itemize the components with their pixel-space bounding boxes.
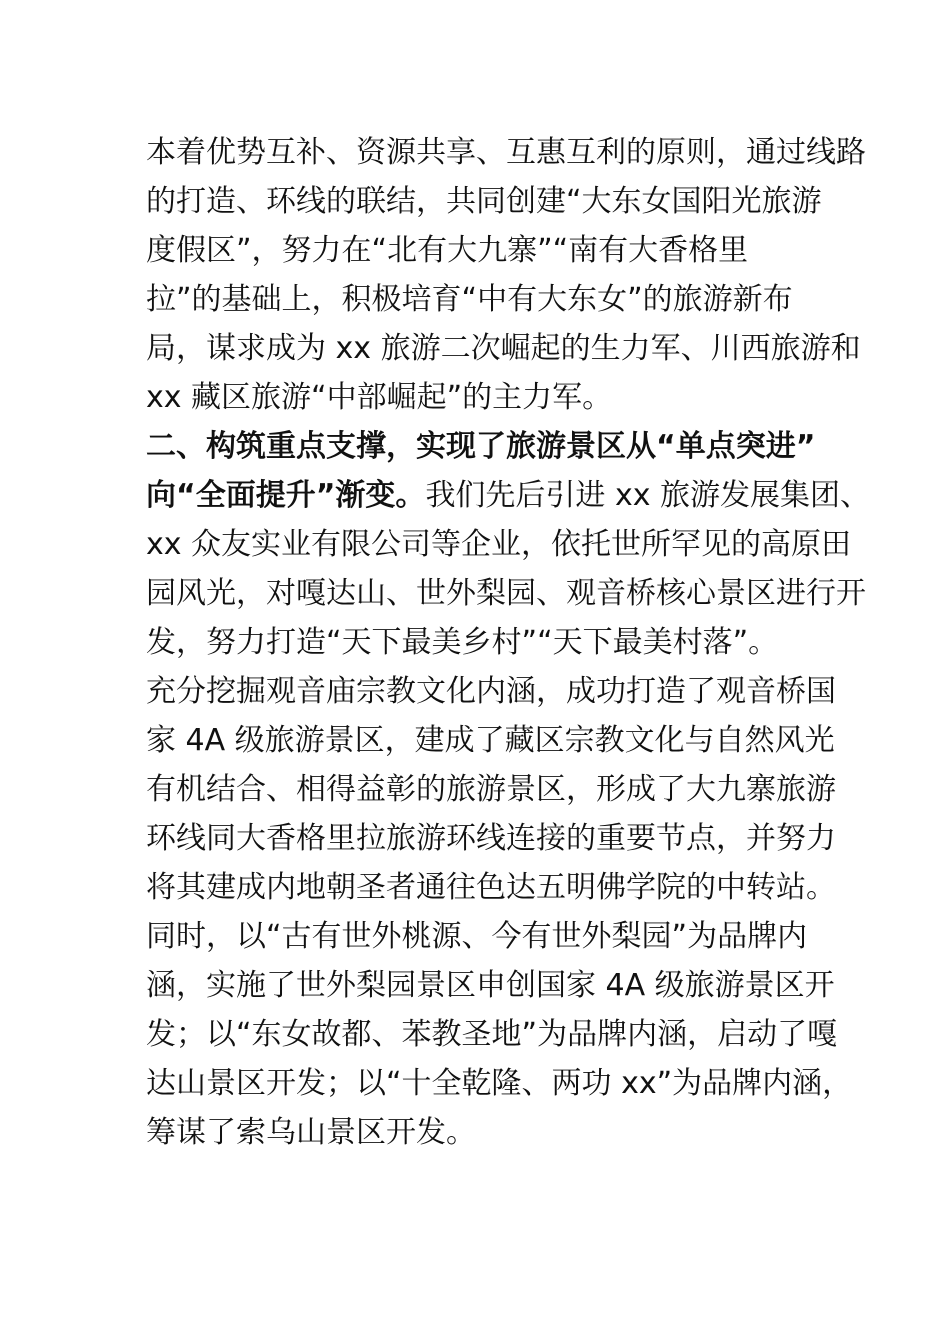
paragraph-line: 本着优势互补、资源共享、互惠互利的原则，通过线路 (146, 135, 866, 170)
paragraph-text: 我们先后引进 xx 旅游发展集团、 (425, 478, 871, 513)
paragraph-line: 涵，实施了世外梨园景区申创国家 4A 级旅游景区开 (146, 968, 835, 1003)
paragraph-line: 环线同大香格里拉旅游环线连接的重要节点，并努力 (146, 821, 836, 856)
paragraph-line: 局，谋求成为 xx 旅游二次崛起的生力军、川西旅游和 (146, 331, 861, 366)
paragraph-line: xx 藏区旅游“中部崛起”的主力军。 (146, 380, 613, 415)
section-heading: 二、构筑重点支撑，实现了旅游景区从“单点突进” (146, 429, 816, 464)
paragraph-line: 将其建成内地朝圣者通往色达五明佛学院的中转站。 (146, 870, 836, 905)
paragraph-line: 度假区”，努力在“北有大九寨”“南有大香格里 (146, 233, 749, 268)
paragraph-line: xx 众友实业有限公司等企业，依托世所罕见的高原田 (146, 527, 852, 562)
paragraph-line: 充分挖掘观音庙宗教文化内涵，成功打造了观音桥国 (146, 674, 836, 709)
paragraph-line: 达山景区开发；以“十全乾隆、两功 xx”为品牌内涵， (146, 1066, 853, 1101)
paragraph-line: 有机结合、相得益彰的旅游景区，形成了大九寨旅游 (146, 772, 836, 807)
document-body (146, 128, 871, 1157)
section-heading-line (146, 471, 871, 520)
paragraph-line: 筹谋了索乌山景区开发。 (146, 1115, 476, 1150)
paragraph-line: 家 4A 级旅游景区，建成了藏区宗教文化与自然风光 (146, 723, 835, 758)
paragraph-line: 的打造、环线的联结，共同创建“大东女国阳光旅游 (146, 184, 822, 219)
paragraph-line: 同时，以“古有世外桃源、今有世外梨园”为品牌内 (146, 919, 808, 954)
paragraph-line: 园风光，对嘎达山、世外梨园、观音桥核心景区进行开 (146, 576, 866, 611)
section-heading-tail: 向“全面提升”渐变。 (146, 478, 426, 513)
paragraph-line: 拉”的基础上，积极培育“中有大东女”的旅游新布 (146, 282, 793, 317)
paragraph-line: 发；以“东女故都、苯教圣地”为品牌内涵，启动了嘎 (146, 1017, 838, 1052)
paragraph-line: 发，努力打造“天下最美乡村”“天下最美村落”。 (146, 625, 779, 660)
